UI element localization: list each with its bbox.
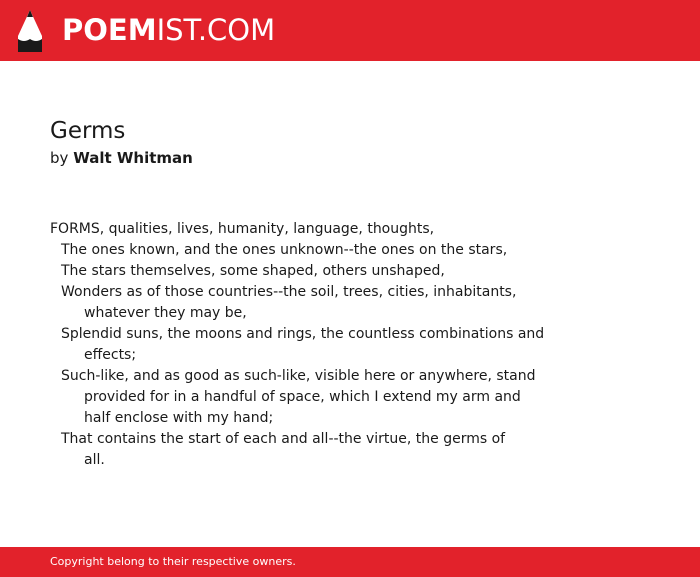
pencil-tip-icon: [18, 8, 42, 52]
poem-line: The stars themselves, some shaped, others unshaped,: [61, 263, 445, 279]
site-name-light: IST.COM: [156, 13, 276, 47]
site-footer: [0, 547, 700, 577]
poem-line: The ones known, and the ones unknown--the ones on the stars,: [61, 242, 508, 258]
poem-body: [50, 219, 670, 471]
poem-line: half enclose with my hand;: [84, 410, 274, 426]
copyright-notice: Copyright belong to their respective owners.: [50, 555, 296, 568]
poem-line: Wonders as of those countries--the soil, trees, cities, inhabitants,: [61, 284, 517, 300]
poem-line: FORMS, qualities, lives, humanity, language, thoughts,: [50, 221, 435, 237]
poem-line: all.: [84, 452, 105, 468]
poem-line: That contains the start of each and all--the virtue, the germs of: [61, 431, 506, 447]
site-header: [0, 0, 700, 61]
site-name: [62, 8, 275, 52]
site-logo-link[interactable]: [18, 8, 275, 52]
site-name-bold: POEM: [62, 13, 157, 47]
poem-line: effects;: [84, 347, 137, 363]
poem-line: provided for in a handful of space, which I extend my arm and: [84, 389, 521, 405]
by-label: by: [50, 149, 69, 167]
author-name: Walt Whitman: [73, 149, 193, 167]
byline: [50, 148, 670, 168]
poem-line: Such-like, and as good as such-like, visible here or anywhere, stand: [61, 368, 536, 384]
poem-heading: [50, 116, 670, 168]
poem-line: Splendid suns, the moons and rings, the countless combinations and: [61, 326, 545, 342]
poem-title: Germs: [50, 118, 126, 144]
poem-line: whatever they may be,: [84, 305, 247, 321]
